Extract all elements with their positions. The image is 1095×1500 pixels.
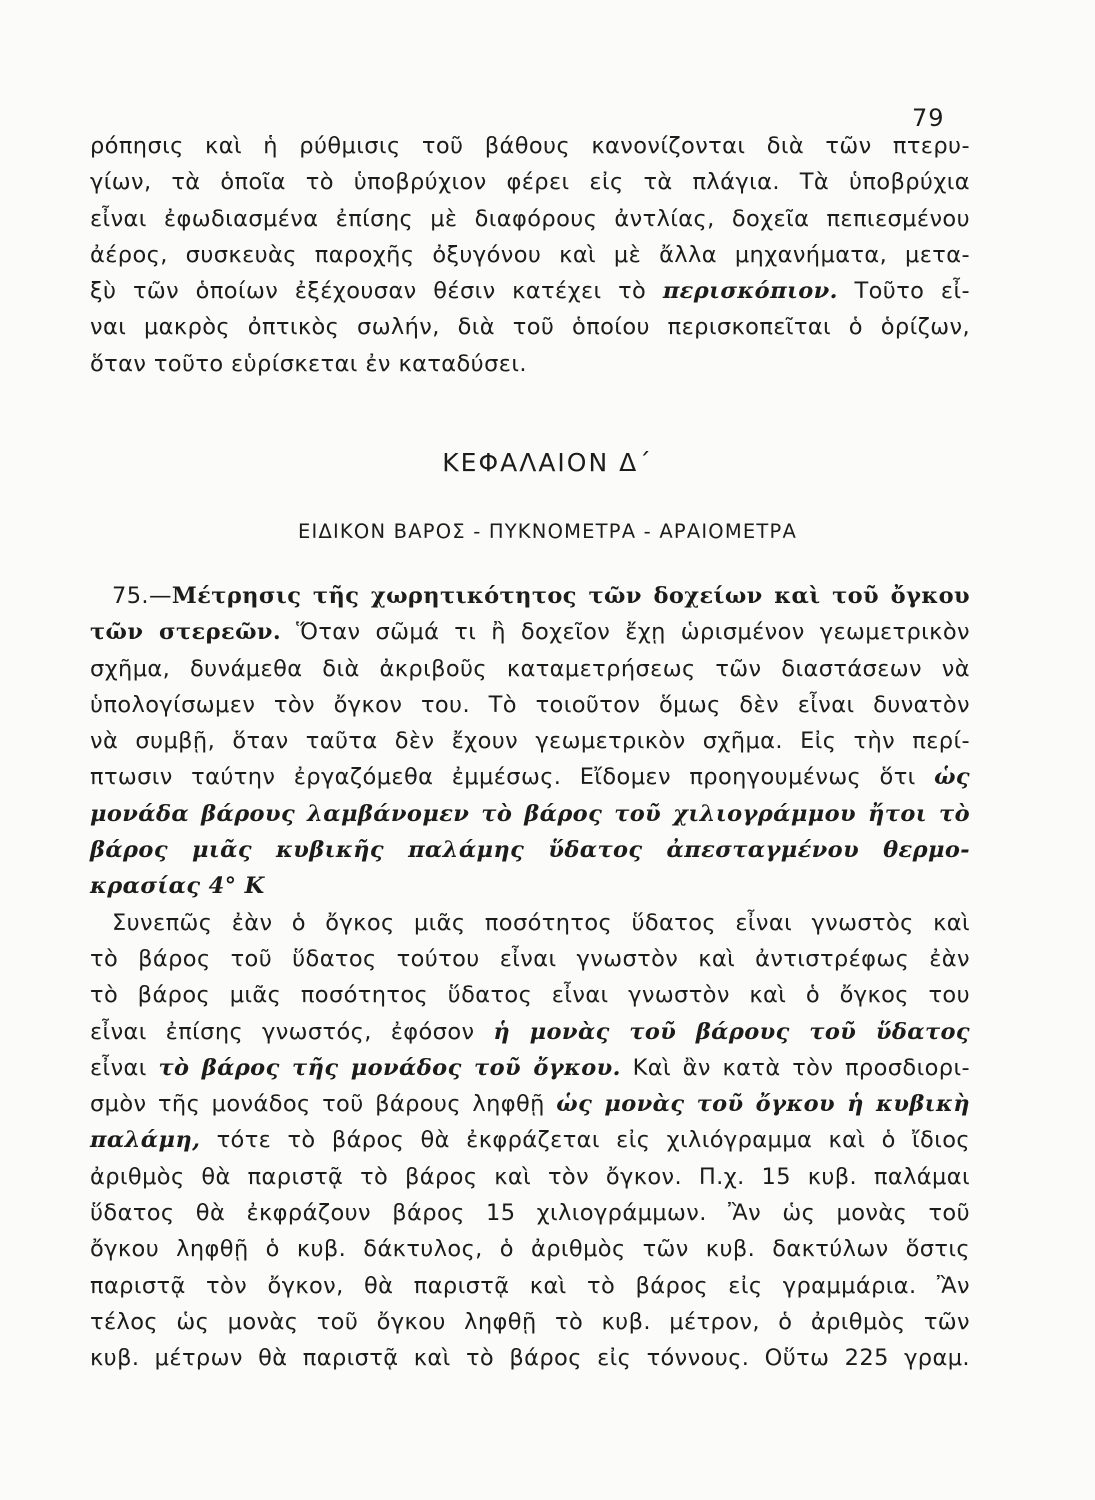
section-heading: Μέτρησις τῆς χωρητικότητος τῶν δοχείων καὶ τοῦ ὄγκου bbox=[171, 583, 970, 609]
text-span: Ὅταν σῶμά τι ἢ δοχεῖον ἔχῃ ὡρισμένον γεωμετρικὸν bbox=[296, 619, 970, 646]
section-number: 75.— bbox=[112, 583, 172, 609]
text-span: σμὸν τῆς μονάδος τοῦ βάρους ληφθῇ bbox=[90, 1091, 545, 1118]
emphasis: ὡς bbox=[934, 764, 970, 791]
text-line bbox=[90, 1122, 970, 1158]
text-line: ἀριθμὸς θὰ παριστᾷ τὸ βάρος καὶ τὸν ὄγκον. Π.χ. 15 κυβ. παλάμαι bbox=[90, 1163, 970, 1190]
emphasis: τὸ βάρος τῆς μονάδος τοῦ ὄγκου. bbox=[158, 1054, 621, 1081]
text-line bbox=[90, 1086, 970, 1122]
section-heading-cont: τῶν στερεῶν. bbox=[90, 619, 282, 646]
text-line bbox=[90, 273, 970, 309]
text-span: Τοῦτο εἶ- bbox=[854, 278, 970, 305]
emphasis: παλάμη, bbox=[90, 1127, 201, 1154]
chapter-title: ΚΕΦΑΛΑΙΟΝ Δ΄ bbox=[442, 448, 653, 477]
text-line: τὸ βάρος μιᾶς ποσότητος ὕδατος εἶναι γνωστὸν καὶ ὁ ὄγκος του bbox=[90, 982, 970, 1009]
text-line bbox=[90, 1050, 970, 1086]
text-line: ρόπησις καὶ ἡ ρύθμισις τοῦ βάθους κανονίζονται διὰ τῶν πτερυ- bbox=[90, 133, 970, 159]
text-line: ναι μακρὸς ὀπτικὸς σωλήν, διὰ τοῦ ὁποίου περισκοπεῖται ὁ ὁρίζων, bbox=[90, 314, 970, 341]
text-line bbox=[90, 614, 970, 650]
text-span: Καὶ ἂν κατὰ τὸν προσδιορι- bbox=[632, 1054, 970, 1081]
text-span: ξὺ τῶν ὁποίων ἐξέχουσαν θέσιν κατέχει τὸ bbox=[90, 278, 647, 305]
chapter-subtitle: ΕΙΔΙΚΟΝ ΒΑΡΟΣ - ΠΥΚΝΟΜΕΤΡΑ - ΑΡΑΙΟΜΕΤΡΑ bbox=[297, 520, 798, 543]
emphasis: ἡ μονὰς τοῦ βάρους τοῦ ὕδατος bbox=[493, 1018, 970, 1045]
text-line: τέλος ὡς μονὰς τοῦ ὄγκου ληφθῇ τὸ κυβ. μέτρον, ὁ ἀριθμὸς τῶν bbox=[90, 1308, 970, 1335]
text-line: σχῆμα, δυνάμεθα διὰ ἀκριβοῦς καταμετρήσεως τῶν διαστάσεων νὰ bbox=[90, 655, 970, 682]
text-line: ὅταν τοῦτο εὑρίσκεται ἐν καταδύσει. bbox=[90, 350, 527, 377]
text-span: πτωσιν ταύτην ἐργαζόμεθα ἐμμέσως. Εἴδομεν προηγουμένως ὅτι bbox=[90, 764, 916, 791]
emphasis-line: μονάδα βάρους λαμβάνομεν τὸ βάρος τοῦ χιλιογράμμου ἤτοι τὸ bbox=[90, 800, 970, 827]
text-line: τὸ βάρος τοῦ ὕδατος τούτου εἶναι γνωστὸν καὶ ἀντιστρέφως ἐὰν bbox=[90, 945, 970, 972]
emphasis-line: βάρος μιᾶς κυβικῆς παλάμης ὕδατος ἀπεσταγμένου θερμο- bbox=[90, 837, 970, 864]
paragraph-submarine bbox=[90, 128, 970, 382]
text-line: ὑπολογίσωμεν τὸν ὄγκον του. Τὸ τοιοῦτον ὅμως δὲν εἶναι δυνατὸν bbox=[90, 691, 970, 718]
text-span: εἶναι bbox=[90, 1054, 147, 1081]
text-line: παριστᾷ τὸν ὄγκον, θὰ παριστᾷ καὶ τὸ βάρος εἰς γραμμάρια. Ἂν bbox=[90, 1272, 970, 1299]
text-line: ὕδατος θὰ ἐκφράζουν βάρος 15 χιλιογράμμων. Ἂν ὡς μονὰς τοῦ bbox=[90, 1200, 970, 1227]
page-number: 79 bbox=[912, 104, 945, 132]
emphasis-periscope: περισκόπιον. bbox=[662, 278, 838, 305]
text-line: γίων, τὰ ὁποῖα τὸ ὑποβρύχιον φέρει εἰς τὰ πλάγια. Τὰ ὑποβρύχια bbox=[90, 169, 970, 196]
text-line bbox=[90, 1014, 970, 1050]
text-line: νὰ συμβῇ, ὅταν ταῦτα δὲν ἔχουν γεωμετρικὸν σχῆμα. Εἰς τὴν περί- bbox=[90, 728, 970, 755]
emphasis-line: κρασίας 4° Κ bbox=[90, 873, 265, 900]
text-line bbox=[90, 759, 970, 795]
text-line: εἶναι ἐφωδιασμένα ἐπίσης μὲ διαφόρους ἀντλίας, δοχεῖα πεπιεσμένου bbox=[90, 205, 970, 232]
text-span: τότε τὸ βάρος θὰ ἐκφράζεται εἰς χιλιόγραμμα καὶ ὁ ἴδιος bbox=[216, 1127, 970, 1154]
emphasis: ὡς μονὰς τοῦ ὄγκου ἡ κυβικὴ bbox=[556, 1091, 970, 1118]
text-line: ἀέρος, συσκευὰς παροχῆς ὀξυγόνου καὶ μὲ ἄλλα μηχανήματα, μετα- bbox=[90, 241, 970, 268]
text-line: κυβ. μέτρων θὰ παριστᾷ καὶ τὸ βάρος εἰς τόννους. Οὕτω 225 γραμ. bbox=[90, 1345, 970, 1372]
text-span: εἶναι ἐπίσης γνωστός, ἐφόσον bbox=[90, 1018, 475, 1045]
text-line: ὄγκου ληφθῇ ὁ κυβ. δάκτυλος, ὁ ἀριθμὸς τῶν κυβ. δακτύλων ὅστις bbox=[90, 1236, 970, 1263]
text-line: Συνεπῶς ἐὰν ὁ ὄγκος μιᾶς ποσότητος ὕδατος εἶναι γνωστὸς καὶ bbox=[112, 909, 970, 936]
text-line bbox=[90, 578, 970, 614]
section-75 bbox=[90, 578, 970, 1377]
